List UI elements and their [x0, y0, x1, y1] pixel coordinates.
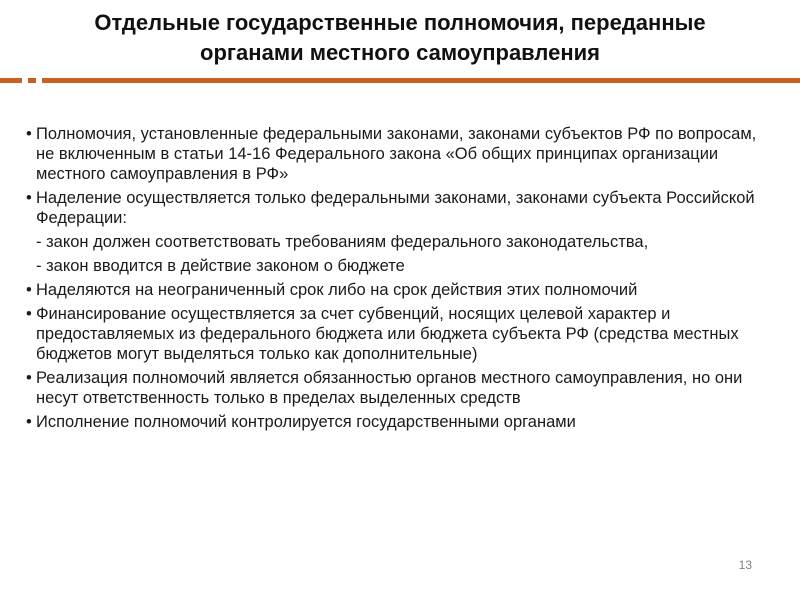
bullet-list [26, 124, 776, 436]
title-divider [0, 78, 800, 83]
bullet-marker: • [26, 413, 32, 431]
sub-item: - закон вводится в действие законом о бюджете [36, 257, 405, 275]
bullet-marker: • [26, 369, 32, 387]
bullet-item [26, 280, 776, 300]
bullet-text: Реализация полномочий является обязанностью органов местного самоуправления, но они несут ответственность только в пределах выделенных средств [36, 369, 743, 407]
slide-title-line-1: Отдельные государственные полномочия, переданные [94, 10, 706, 35]
divider-segment [28, 78, 36, 83]
bullet-item [26, 188, 776, 228]
bullet-marker: • [26, 281, 32, 299]
bullet-text: Финансирование осуществляется за счет субвенций, носящих целевой характер и предоставляемых из федерального бюджета или бюджета субъекта РФ (средства местных бюджетов могут выделяться только как дополнительные) [36, 305, 739, 363]
bullet-text: Наделение осуществляется только федеральными законами, законами субъекта Российской Федерации: [36, 189, 755, 227]
bullet-text: Полномочия, установленные федеральными законами, законами субъектов РФ по вопросам, не включенным в статьи 14-16 Федерального закона «Об общих принципах организации местного самоуправления в РФ» [36, 125, 757, 183]
bullet-marker: • [26, 305, 32, 323]
bullet-item [26, 412, 776, 432]
bullet-marker: • [26, 189, 32, 207]
bullet-text: Исполнение полномочий контролируется государственными органами [36, 413, 576, 431]
slide-title-line-2: органами местного самоуправления [200, 40, 600, 65]
slide-title [20, 8, 780, 68]
divider-segment [0, 78, 22, 83]
bullet-item [26, 124, 776, 184]
sub-item: - закон должен соответствовать требованиям федерального законодательства, [36, 233, 649, 251]
bullet-item [26, 304, 776, 364]
bullet-marker: • [26, 125, 32, 143]
bullet-item [26, 368, 776, 408]
bullet-text: Наделяются на неограниченный срок либо на срок действия этих полномочий [36, 281, 638, 299]
divider-segment [42, 78, 800, 83]
page-number: 13 [738, 558, 752, 572]
